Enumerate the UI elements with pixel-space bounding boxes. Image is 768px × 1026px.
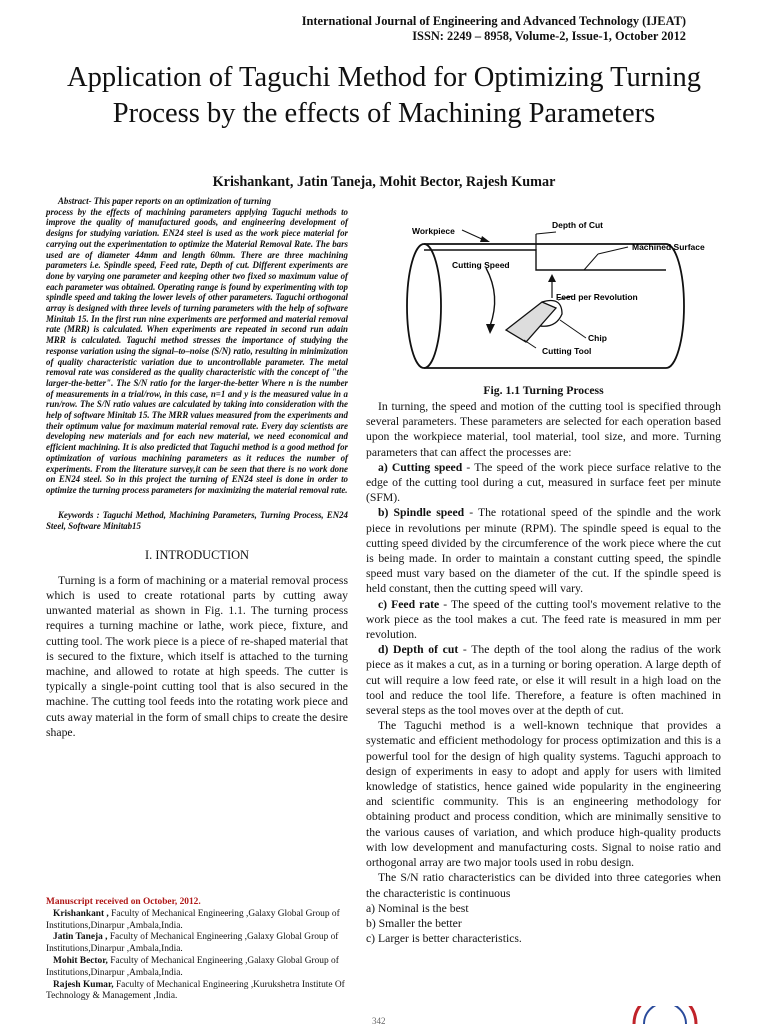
cutting-speed-arrow — [486, 268, 495, 326]
param-cutting-speed-text: - The speed of the work piece surface relative to the edge of the cutting tool during a cut, measured in surface feet per minute (SFM). — [366, 460, 722, 505]
footnote-author-1 — [46, 909, 348, 933]
feed-arrowhead — [548, 274, 556, 282]
right-column — [366, 210, 721, 946]
param-depth-of-cut-label: d) Depth of cut — [378, 643, 459, 657]
turning-process-figure — [366, 210, 721, 380]
footnote-author-4-affiliation: Faculty of Mechanical Engineering ,Kurukshetra Institute Of Technology & Management ,India. — [46, 979, 345, 1002]
param-feed-rate-text: - The speed of the cutting tool's movement relative to the work piece as the tool makes a cut. The feed rate is measured in mm per revolution. — [366, 597, 721, 642]
journal-issn: ISSN: 2249 – 8958, Volume-2, Issue-1, October 2012 — [412, 29, 686, 43]
param-spindle-speed-label: b) Spindle speed — [378, 506, 465, 520]
footnote-author-3 — [46, 956, 348, 980]
footnote-author-4 — [46, 980, 348, 1004]
author-footnotes — [46, 897, 348, 1003]
label-depth-of-cut: Depth of Cut — [552, 220, 603, 230]
footnote-author-3-affiliation: Faculty of Mechanical Engineering ,Galaxy Global Group of Institutions,Dinarpur ,Ambala,India. — [46, 955, 339, 978]
param-feed-rate — [366, 597, 721, 643]
label-feed-per-revolution: Feed per Revolution — [556, 292, 638, 302]
param-cutting-speed — [366, 460, 721, 506]
figure-caption: Fig. 1.1 Turning Process — [483, 384, 604, 397]
footnote-author-2-affiliation: Faculty of Mechanical Engineering ,Galaxy Global Group of Institutions,Dinarpur ,Ambala,India. — [46, 932, 339, 955]
param-cutting-speed-label: a) Cutting speed — [378, 460, 463, 474]
footnote-author-2 — [46, 932, 348, 956]
workpiece-leader — [462, 230, 484, 240]
journal-seal-icon — [630, 1006, 700, 1024]
journal-name: International Journal of Engineering and Advanced Technology (IJEAT) — [301, 14, 686, 28]
param-feed-rate-label: c) Feed rate — [378, 597, 440, 611]
workpiece-leader-arrowhead — [480, 236, 490, 242]
sn-ratio-paragraph: The S/N ratio characteristics can be divided into three categories when the characteristic is continuous — [366, 871, 721, 900]
abstract-first-line: Abstract- This paper reports on an optimization of turning — [58, 196, 272, 206]
label-cutting-speed: Cutting Speed — [452, 260, 510, 270]
depth-of-cut-leader — [536, 232, 556, 234]
author-list: Krishankant, Jatin Taneja, Mohit Bector, Rajesh Kumar — [212, 174, 556, 190]
list-item-nominal: a) Nominal is the best — [366, 901, 469, 915]
footnote-author-3-name: Mohit Bector, — [53, 955, 108, 966]
journal-header — [166, 14, 686, 44]
list-item-larger: c) Larger is better characteristics. — [366, 932, 522, 946]
footnote-author-2-name: Jatin Taneja , — [53, 932, 108, 943]
param-spindle-speed-text: - The rotational speed of the spindle and the work piece in revolutions per minute (RPM). The spindle speed is equal to the cutting speed divided by the circumference of the work piece where the cut is being made. In order to maintain a constant cutting speed, the spindle speed must vary based on the diameter of the cut. If the spindle speed is held constant, then the cutting speed will vary. — [366, 506, 722, 596]
cutting-tool-leader — [524, 340, 536, 348]
list-item-smaller: b) Smaller the better — [366, 916, 462, 930]
machined-surface-leader-2 — [584, 254, 598, 270]
footnote-author-1-name: Krishankant , — [53, 908, 109, 919]
param-depth-of-cut-text: - The depth of the tool along the radius of the work piece as it makes a cut, as in a turning or boring operation. A large depth of cut will require a low feed rate, or else it will result in a high load on the tool and reduce the tool life. Therefore, a feature is often machined in several steps as the tool moves over at the depth of cut. — [366, 643, 721, 718]
cutting-tool-shape — [506, 302, 556, 342]
page-number: 342 — [372, 1016, 386, 1026]
label-machined-surface: Machined Surface — [632, 242, 705, 252]
machined-surface-leader — [598, 247, 628, 254]
param-depth-of-cut — [366, 642, 721, 718]
footnote-author-1-affiliation: Faculty of Mechanical Engineering ,Galaxy Global Group of Institutions,Dinarpur ,Ambala,India. — [46, 908, 340, 931]
abstract-body: process by the effects of machining parameters applying Taguchi methods to improve the quality of manufactured goods, and engineering development of designs for studying variation. EN24 steel is used as the work piece material for carrying out the experimentation to optimize the Material Removal Rate. The bars used are of diameter 44mm and length 60mm. There are three machining parameters i.e. Spindle speed, Feed rate, Depth of cut. Different experiments are done by varying one parameter and keeping other two fixed so maximum value of each parameter was obtained. Operating range is found by experimenting with top spindle speed and taking the lower levels of other parameters. Taguchi orthogonal array is designed with three levels of turning parameters with the help of software Minitab 15. In the first run nine experiments are performed and material removal rate (MRR) is calculated. When experiments are repeated in second run adain MRR is calculated. Taguchi method stresses the importance of studying the response variation using the signal–to–noise (S/N) ratio, resulting in minimization of quality characteristic variation due to uncontrollable parameter. The metal removal rate was considered as the quality characteristic with the concept of "the larger-the-better". The S/N ratio for the larger-the-better Where n is the number of measurements in a trial/row, in this case, n=1 and y is the measured value in a run/row. The S/N ratio values are calculated by taking into consideration with the help of software Minitab 15. The MRR values measured from the experiments and their optimum value for maximum material removal rate. Every day scientists are developing new materials and for each new material, we need economical and efficient machining. It is also predicted that Taguchi method is a good method for optimization of various machining parameters as it reduces the number of experiments. From the literature survey,it can be seen that there is no work done on EN24 steel. So in this project the turning of EN24 steel is done in order to optimize the turning process parameters for maximizing the material removal rate. — [46, 206, 348, 495]
section-heading-introduction: I. INTRODUCTION — [145, 547, 249, 562]
manuscript-received: Manuscript received on October, 2012. — [46, 897, 201, 907]
taguchi-paragraph: The Taguchi method is a well-known technique that provides a systematic and efficient methodology for process optimization and this is a powerful tool for the design of high quality systems. Taguchi approach to design of experiments in easy to adopt and apply for users with limited knowledge of statistics, hence gained wide popularity in the engineering and scientific community. This is an engineering methodology for obtaining product and process condition, which are minimally sensitive to the various causes of variation, and which produce high-quality products with low development and manufacturing costs. Signal to noise ratio and orthogonal array are two major tools used in robu design. — [366, 719, 721, 870]
label-chip: Chip — [588, 333, 607, 343]
left-column — [46, 196, 348, 740]
abstract — [46, 196, 348, 496]
paper-title: Application of Taguchi Method for Optimizing Turning Process by the effects of Machining Parameters — [67, 62, 701, 129]
keywords: Keywords : Taguchi Method, Machining Parameters, Turning Process, EN24 Steel, Software Minitab15 — [46, 509, 348, 531]
workpiece-end-face — [407, 244, 441, 368]
label-workpiece: Workpiece — [412, 226, 455, 236]
introduction-paragraph: Turning is a form of machining or a material removal process which is used to create rotational parts by cutting away unwanted material as shown in Fig. 1.1. The turning process requires a turning machine or lathe, work piece, fixture, and cutting tool. The work piece is a piece of re-shaped material that is secured to the fixture, which itself is attached to the turning machine, and allowed to rotate at high speeds. The cutter is typically a single-point cutting tool that is also secured in the machine. The cutting tool feeds into the rotating work piece and cuts away material in the form of small chips to create the desire shape. — [46, 573, 348, 739]
footnote-author-4-name: Rajesh Kumar, — [53, 979, 114, 990]
turning-parameters-intro: In turning, the speed and motion of the cutting tool is specified through several parameters. These parameters are selected for each operation based upon the workpiece material, tool material, tool size, and more. Turning parameters that can affect the processes are: — [366, 400, 721, 459]
param-spindle-speed — [366, 505, 721, 596]
cutting-speed-arrowhead — [486, 324, 495, 334]
label-cutting-tool: Cutting Tool — [542, 346, 592, 356]
chip-leader — [560, 320, 586, 338]
turning-process-diagram — [366, 210, 721, 380]
